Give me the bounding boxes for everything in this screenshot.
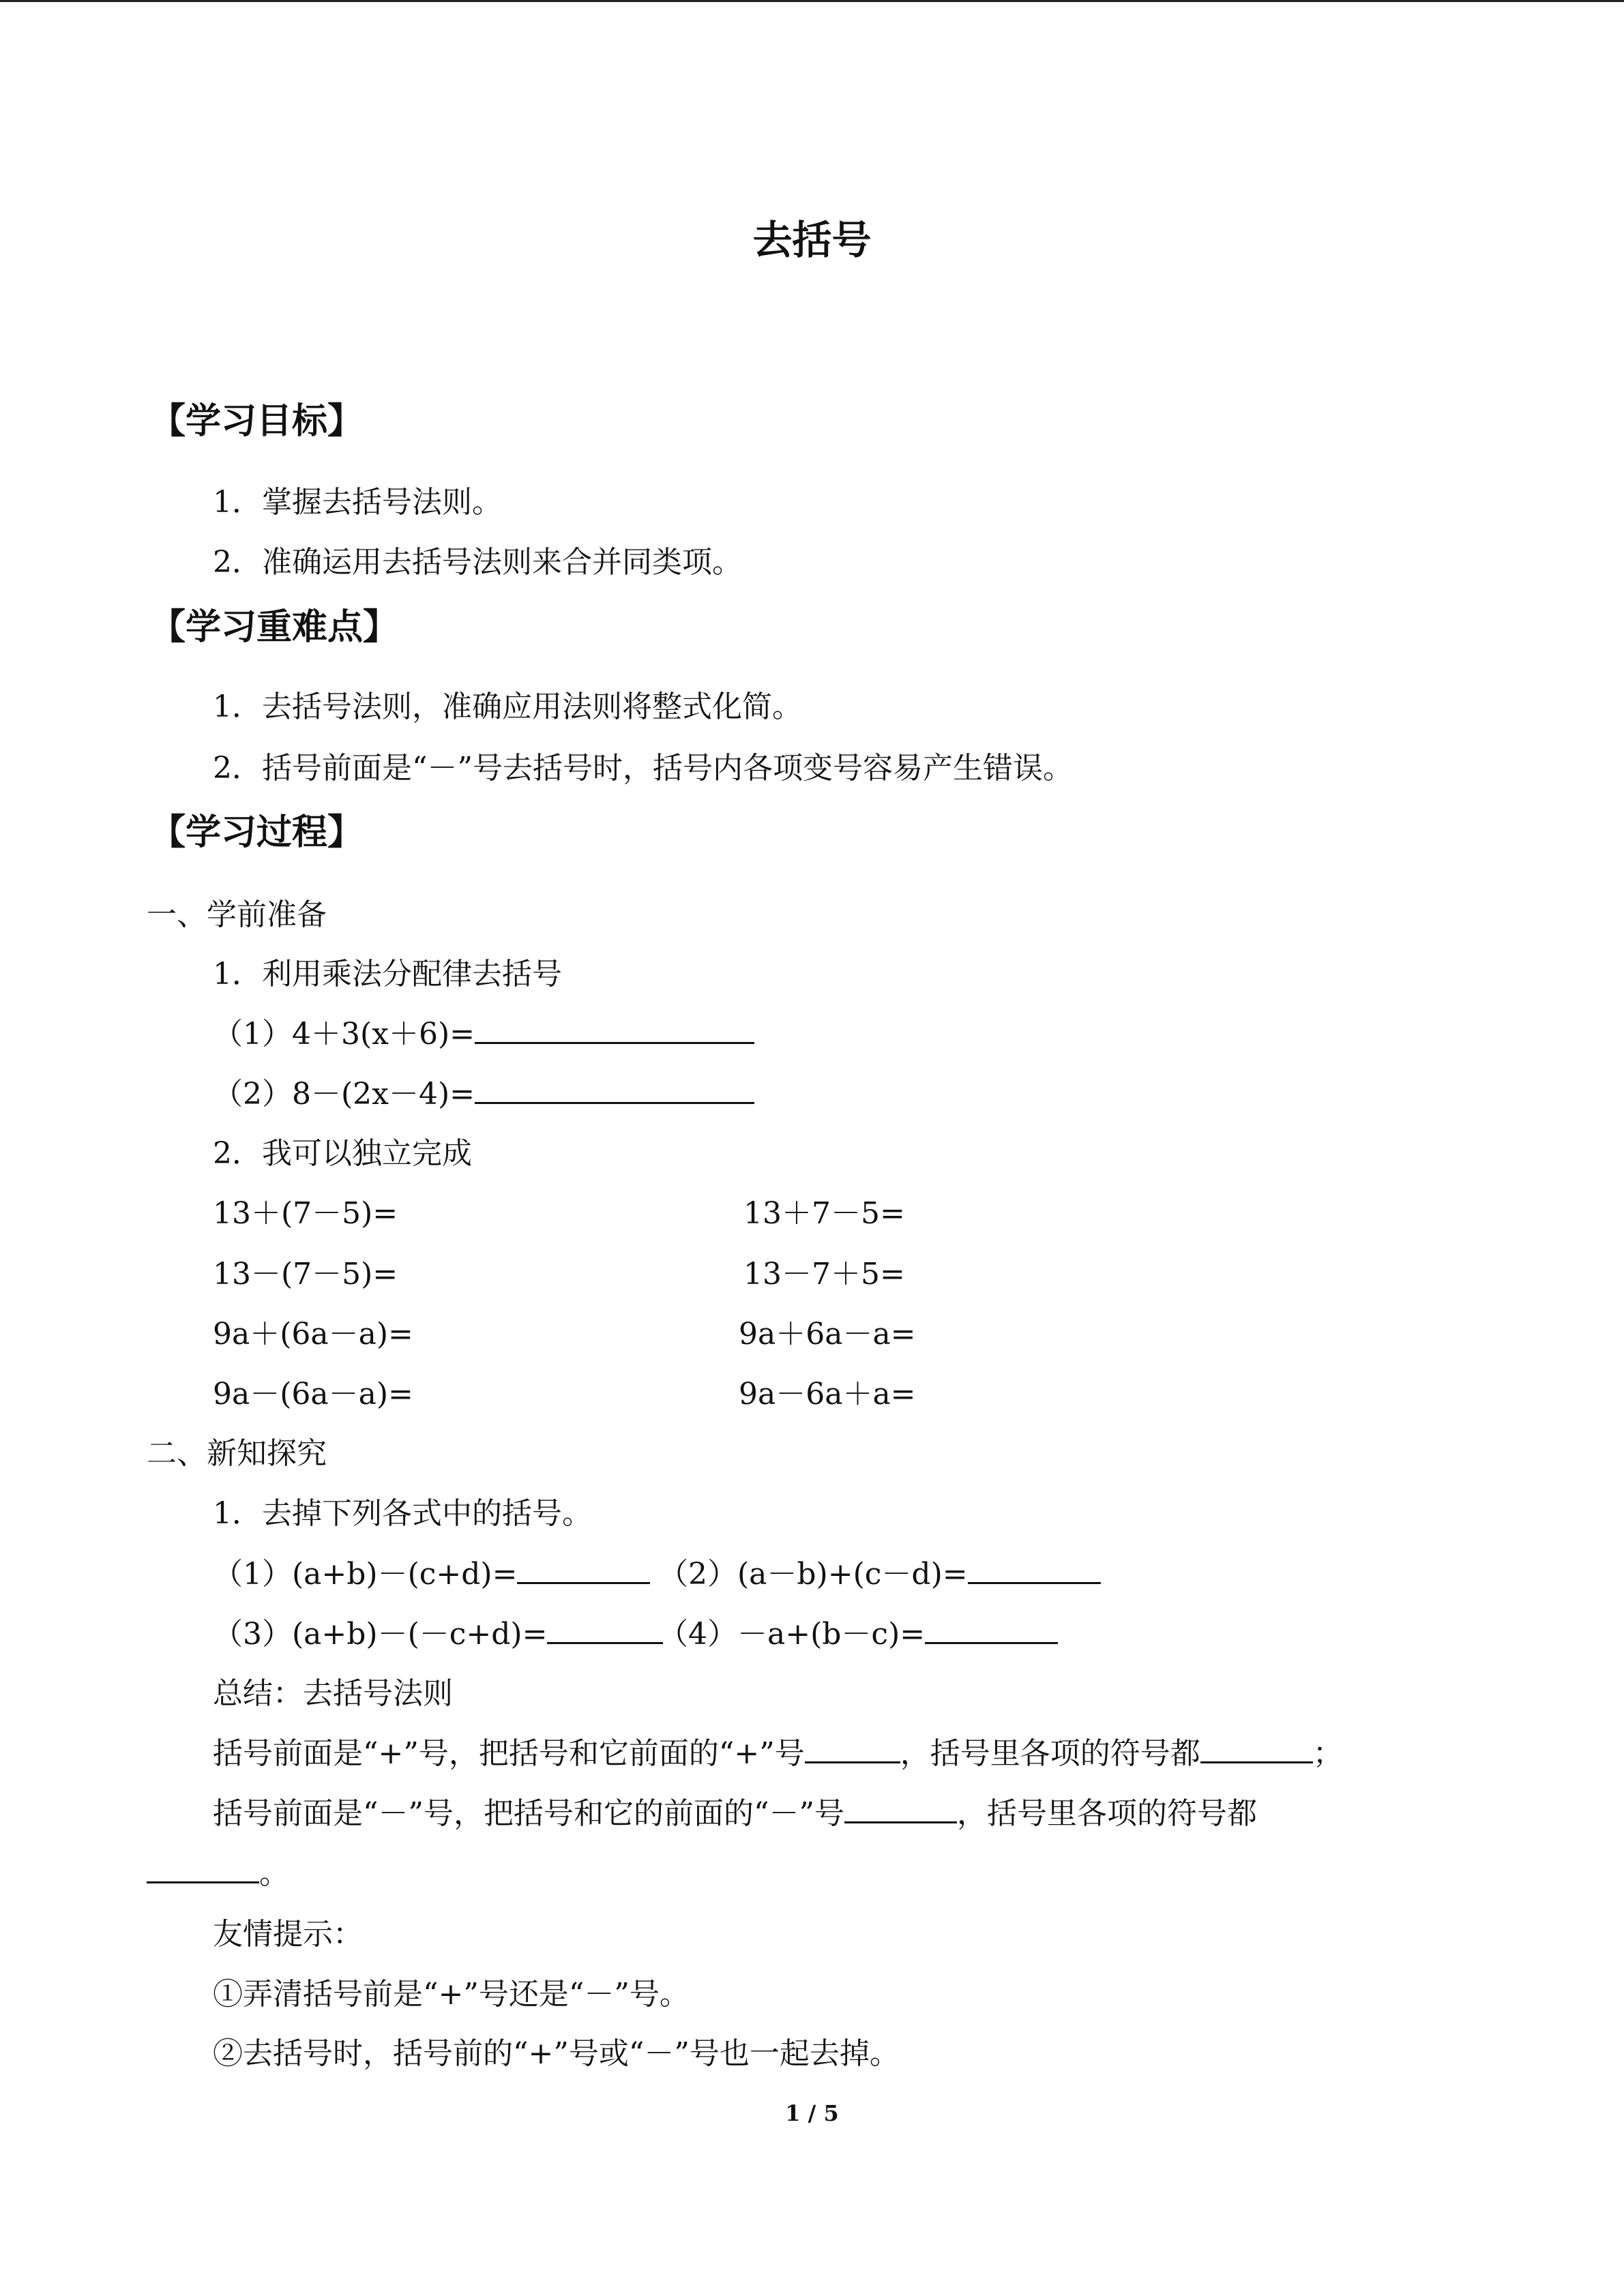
answer-blank[interactable] bbox=[844, 1793, 957, 1823]
calc-right-3: 9a＋6a－a= bbox=[739, 1317, 916, 1352]
calc-left-2: 13－(7－5)= bbox=[213, 1257, 398, 1292]
answer-blank[interactable] bbox=[475, 1013, 754, 1044]
page-top-border bbox=[0, 0, 1624, 2]
tip-1: ①弄清括号前是“+”号还是“－”号。 bbox=[213, 1977, 690, 2012]
part2-question-1: 1．去掉下列各式中的括号。 bbox=[213, 1496, 592, 1531]
page-number: 1 / 5 bbox=[785, 2100, 839, 2126]
calc-left-3: 9a＋(6a－a)= bbox=[213, 1317, 413, 1352]
page-title: 去括号 bbox=[752, 217, 872, 263]
exercise-1-2: （2）8－(2x－4)= bbox=[213, 1069, 754, 1113]
calc-right-4: 9a－6a＋a= bbox=[739, 1377, 916, 1412]
answer-blank[interactable] bbox=[475, 1073, 754, 1104]
answer-blank[interactable] bbox=[1200, 1733, 1313, 1763]
key-point-2: 2．括号前面是“－”号去括号时，括号内各项变号容易产生错误。 bbox=[213, 751, 1073, 786]
section-heading-goals: 【学习目标】 bbox=[150, 400, 364, 442]
answer-blank[interactable] bbox=[517, 1553, 650, 1584]
part2-heading: 二、新知探究 bbox=[147, 1436, 327, 1471]
answer-blank[interactable] bbox=[968, 1553, 1101, 1584]
key-point-1: 1．去括号法则，准确应用法则将整式化简。 bbox=[213, 689, 802, 724]
answer-blank[interactable] bbox=[547, 1613, 663, 1644]
answer-blank[interactable] bbox=[805, 1733, 900, 1763]
exercise-1-1: （1）4＋3(x＋6)= bbox=[213, 1009, 754, 1053]
part1-question-2: 2．我可以独立完成 bbox=[213, 1136, 472, 1171]
goal-item-1: 1．掌握去括号法则。 bbox=[213, 485, 502, 520]
rule-minus-continued: 。 bbox=[147, 1849, 289, 1892]
part1-question-1: 1．利用乘法分配律去括号 bbox=[213, 957, 562, 992]
calc-left-4: 9a－(6a－a)= bbox=[213, 1377, 413, 1412]
rule-minus: 括号前面是“－”号，把括号和它的前面的“－”号 ，括号里各项的符号都 bbox=[213, 1789, 1257, 1832]
exercise-2-4: （4）－a+(b－c)= bbox=[658, 1609, 1058, 1653]
part1-heading: 一、学前准备 bbox=[147, 897, 327, 932]
calc-left-1: 13＋(7－5)= bbox=[213, 1196, 398, 1231]
goal-item-2: 2．准确运用去括号法则来合并同类项。 bbox=[213, 545, 742, 580]
rule-plus: 括号前面是“+”号，把括号和它前面的“+”号 ，括号里各项的符号都 ； bbox=[213, 1729, 1343, 1772]
answer-blank[interactable] bbox=[147, 1853, 259, 1883]
section-heading-key-points: 【学习重难点】 bbox=[150, 606, 399, 648]
exercise-2-3: （3）(a+b)－(－c+d)= bbox=[213, 1609, 663, 1653]
tip-heading: 友情提示： bbox=[213, 1917, 363, 1952]
exercise-2-1: （1）(a+b)－(c+d)= bbox=[213, 1549, 650, 1593]
exercise-2-2: （2）(a－b)+(c－d)= bbox=[658, 1549, 1101, 1593]
tip-2: ②去括号时，括号前的“+”号或“－”号也一起去掉。 bbox=[213, 2036, 900, 2071]
answer-blank[interactable] bbox=[925, 1613, 1058, 1644]
summary-heading: 总结：去括号法则 bbox=[213, 1676, 453, 1711]
calc-right-2: 13－7＋5= bbox=[743, 1257, 905, 1292]
section-heading-process: 【学习过程】 bbox=[150, 811, 364, 853]
calc-right-1: 13＋7－5= bbox=[743, 1196, 905, 1231]
